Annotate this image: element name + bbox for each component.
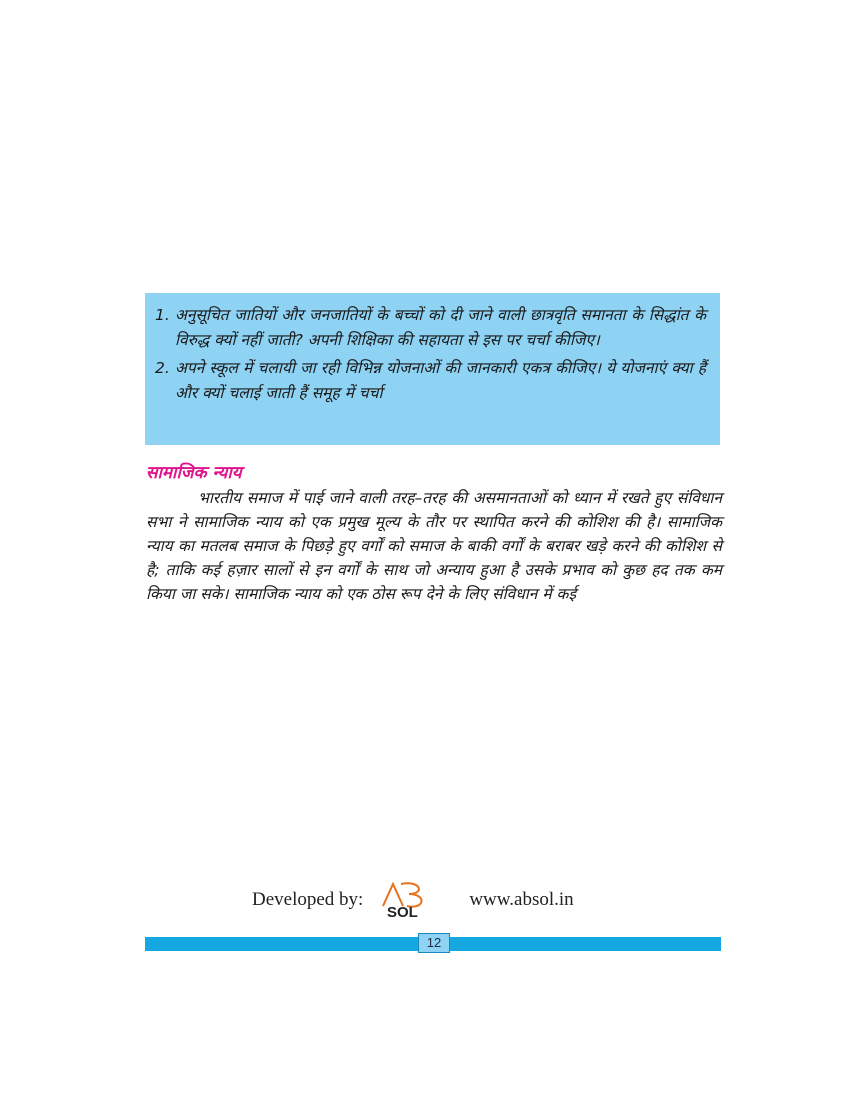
section-heading: सामाजिक न्याय — [146, 463, 242, 483]
body-paragraph: भारतीय समाज में पाई जाने वाली तरह–तरह की असमानताओं को ध्यान में रखते हुए संविधान सभा ने सामाजिक न्याय को एक प्रमुख मूल्य के तौर पर स्थापित करने की कोशिश की है। सामाजिक न्याय का मतलब समाज के पिछड़े हुए वर्गों को समाज के बाकी वर्गों के बराबर खड़े करने की कोशिश से है; ताकि कई हज़ार सालों से इन वर्गों के साथ जो अन्याय हुआ है उसके प्रभाव को कुछ हद तक कम किया जा सके। सामाजिक न्याय को एक ठोस रूप देने के लिए संविधान में कई — [146, 489, 722, 603]
activity-item — [155, 356, 706, 406]
footer-credit — [252, 880, 622, 920]
developed-by-label: Developed by: — [252, 889, 364, 910]
website-link[interactable]: www.absol.in — [469, 889, 574, 910]
page-number: 12 — [418, 933, 450, 953]
activity-item — [155, 303, 706, 353]
svg-text:SOL: SOL — [387, 904, 419, 920]
activity-item-text: अपने स्कूल में चलायी जा रही विभिन्न योजनाओं की जानकारी एकत्र कीजिए। ये योजनाएं क्या हैं और क्यों चलाई जाती हैं समूह में चर्चा — [175, 359, 706, 402]
absol-logo — [377, 880, 449, 920]
activity-item-text: अनुसूचित जातियों और जनजातियों के बच्चों को दी जाने वाली छात्रवृति समानता के सिद्धांत के विरुद्ध क्यों नहीं जाती? अपनी शिक्षिका की सहायता से इस पर चर्चा कीजिए। — [175, 306, 706, 349]
activity-box — [145, 293, 720, 445]
activity-item-number: 2. — [155, 359, 170, 377]
activity-item-number: 1. — [155, 306, 170, 324]
